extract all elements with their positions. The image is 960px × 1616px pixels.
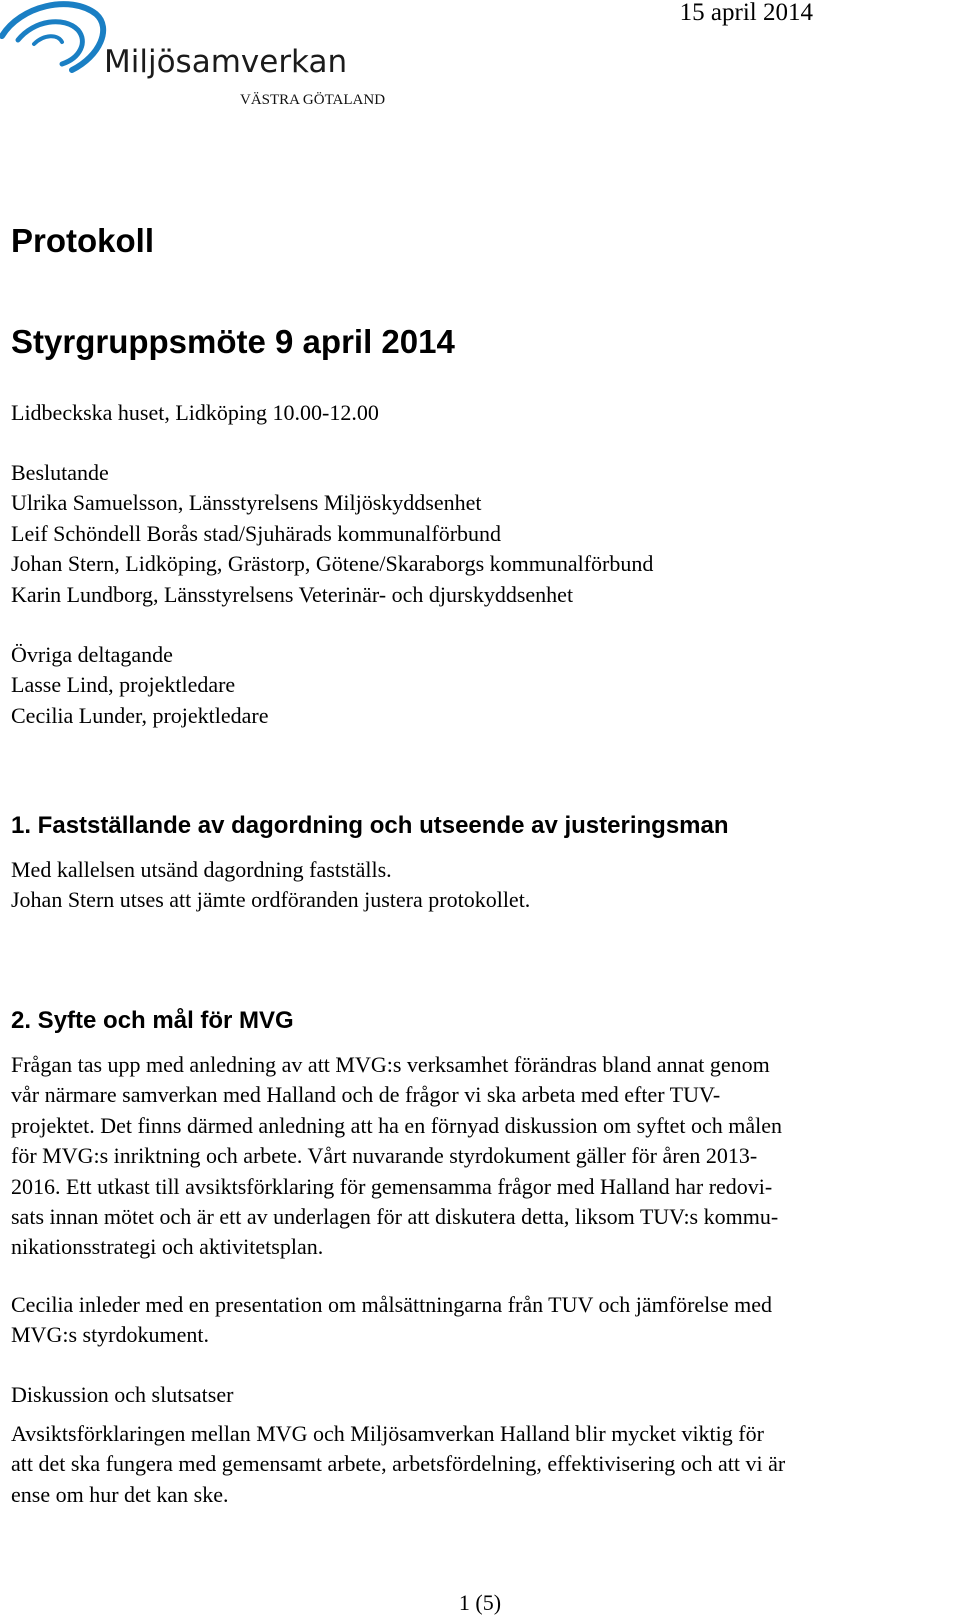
decision-makers-heading: Beslutande bbox=[11, 460, 109, 485]
page-number: 1 (5) bbox=[458, 1590, 502, 1615]
text-line: ense om hur det kan ske. bbox=[11, 1481, 229, 1507]
other-participants bbox=[11, 640, 946, 731]
decision-makers bbox=[11, 458, 946, 610]
logo-name: Miljösamverkan bbox=[104, 44, 348, 80]
list-item: Johan Stern, Lidköping, Grästorp, Götene/Skaraborgs kommunalförbund bbox=[11, 551, 654, 577]
text-line: att det ska fungera med gemensamt arbete, arbetsfördelning, effektivisering och att vi är bbox=[11, 1451, 786, 1477]
text-line: nikationsstrategi och aktivitetsplan. bbox=[11, 1234, 324, 1260]
logo bbox=[0, 0, 400, 115]
other-participants-heading: Övriga deltagande bbox=[11, 642, 173, 667]
text-line: Cecilia inleder med en presentation om målsättningarna från TUV och jämförelse med bbox=[11, 1292, 772, 1317]
meeting-location: Lidbeckska huset, Lidköping 10.00-12.00 bbox=[11, 400, 379, 425]
list-item: Karin Lundborg, Länsstyrelsens Veterinär- och djurskyddsenhet bbox=[11, 581, 574, 607]
section-1-body bbox=[11, 855, 946, 916]
list-item: Leif Schöndell Borås stad/Sjuhärads kommunalförbund bbox=[11, 520, 502, 546]
list-item: Lasse Lind, projektledare bbox=[11, 672, 236, 698]
list-item: Ulrika Samuelsson, Länsstyrelsens Miljöskyddsenhet bbox=[11, 490, 482, 516]
text-line: MVG:s styrdokument. bbox=[11, 1322, 209, 1348]
text-line: sats innan mötet och är ett av underlagen för att diskutera detta, liksom TUV:s kommu- bbox=[11, 1204, 779, 1230]
section-1-heading: 1. Fastställande av dagordning och utseende av justeringsman bbox=[11, 812, 729, 839]
text-line: Med kallelsen utsänd dagordning fastställs. bbox=[11, 857, 392, 882]
discussion-heading: Diskussion och slutsatser bbox=[11, 1382, 234, 1407]
section-2-paragraph-3 bbox=[11, 1419, 946, 1510]
text-line: projektet. Det finns därmed anledning att ha en förnyad diskussion om syftet och målen bbox=[11, 1112, 783, 1138]
section-2-paragraph-2 bbox=[11, 1290, 946, 1351]
text-line: vår närmare samverkan med Halland och de frågor vi ska arbeta med efter TUV- bbox=[11, 1082, 721, 1108]
logo-swirl-icon bbox=[0, 0, 110, 80]
logo-region: VÄSTRA GÖTALAND bbox=[240, 92, 386, 108]
section-2-paragraph-1 bbox=[11, 1050, 946, 1263]
meeting-title: Styrgruppsmöte 9 april 2014 bbox=[11, 323, 455, 360]
text-line: Avsiktsförklaringen mellan MVG och Miljösamverkan Halland blir mycket viktig för bbox=[11, 1421, 764, 1446]
document-date: 15 april 2014 bbox=[679, 0, 813, 26]
page-title: Protokoll bbox=[11, 222, 155, 259]
text-line: Johan Stern utses att jämte ordföranden justera protokollet. bbox=[11, 887, 531, 913]
list-item: Cecilia Lunder, projektledare bbox=[11, 702, 269, 728]
text-line: för MVG:s inriktning och arbete. Vårt nuvarande styrdokument gäller för åren 2013- bbox=[11, 1143, 758, 1169]
section-2-heading: 2. Syfte och mål för MVG bbox=[11, 1007, 294, 1034]
text-line: Frågan tas upp med anledning av att MVG:s verksamhet förändras bland annat genom bbox=[11, 1052, 770, 1077]
text-line: 2016. Ett utkast till avsiktsförklaring för gemensamma frågor med Halland har redovi- bbox=[11, 1173, 773, 1199]
